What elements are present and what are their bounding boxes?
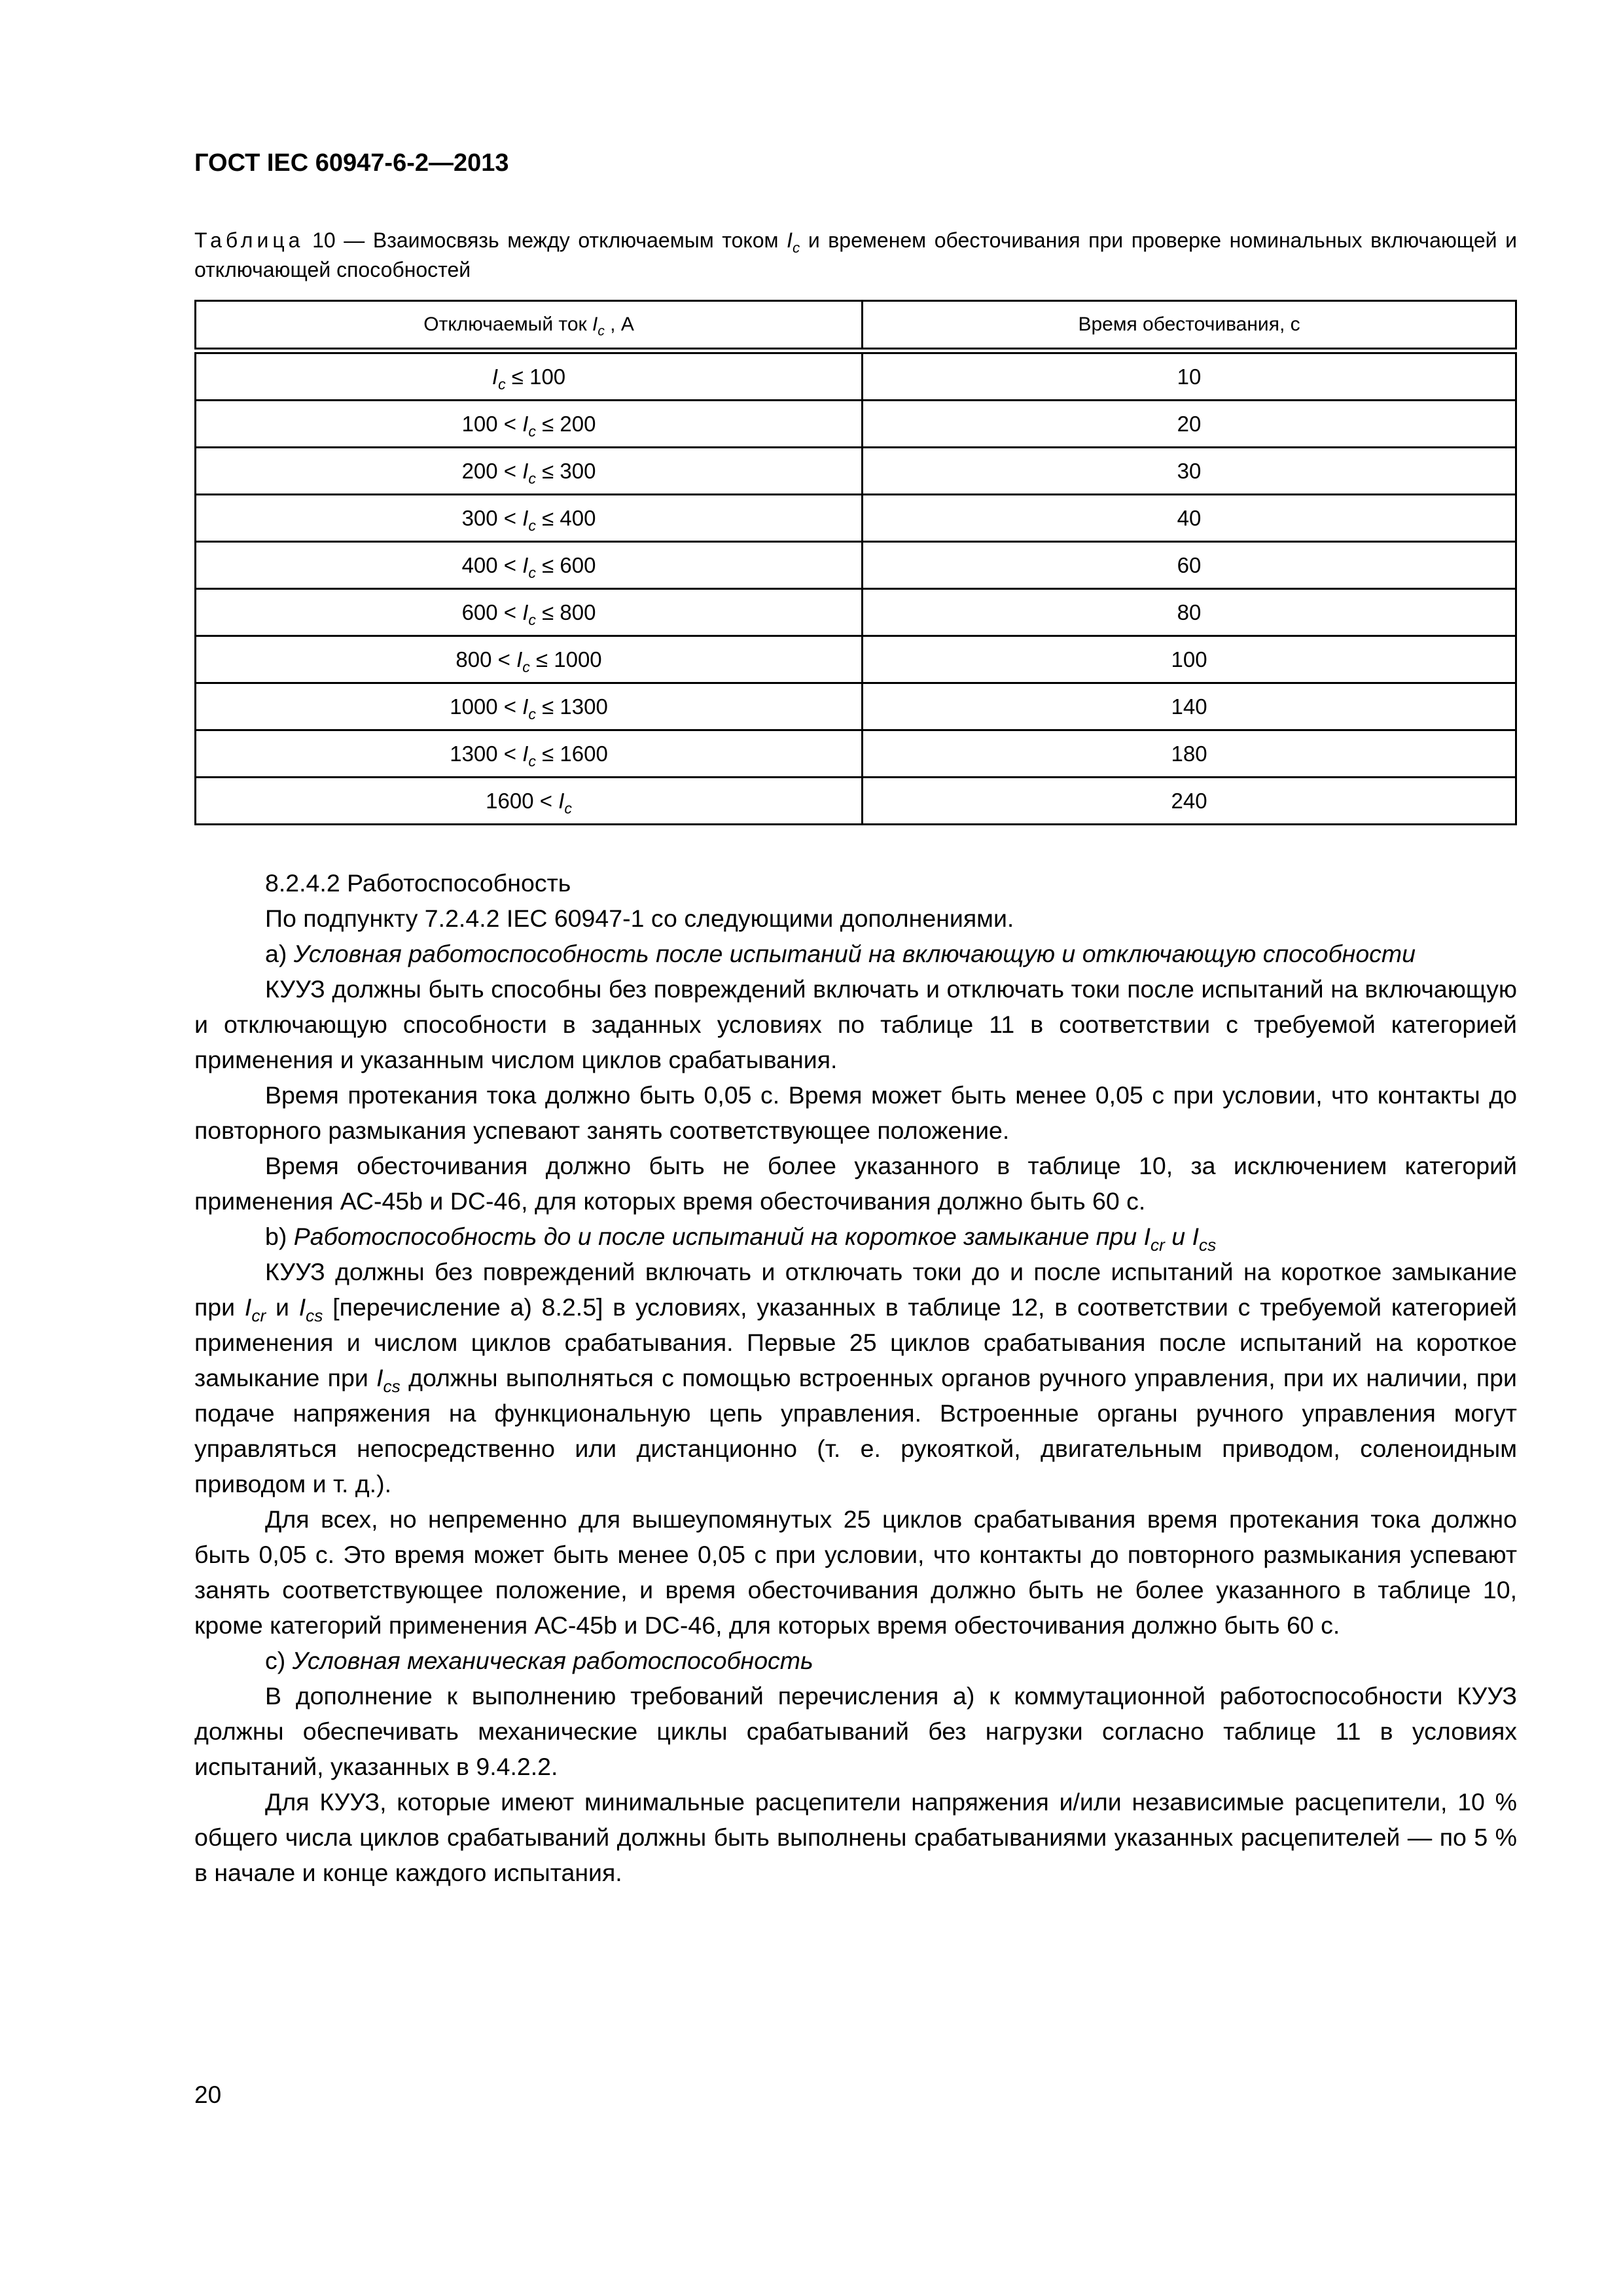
var-sub: c (498, 375, 506, 393)
paragraph (194, 1784, 1517, 1890)
paragraph (194, 1148, 1517, 1219)
italic-text: I (787, 228, 793, 252)
var: I (522, 694, 529, 719)
cell-time: 60 (863, 542, 1516, 589)
var: I (558, 788, 565, 813)
range-upper: ≤ 300 (535, 458, 596, 483)
paragraph (194, 936, 1517, 971)
table-row (196, 448, 1516, 495)
range-upper: ≤ 800 (535, 600, 596, 624)
var-sub: c (528, 422, 536, 440)
italic-text: I (298, 1293, 306, 1321)
table-row (196, 589, 1516, 636)
subscript-wrap (793, 240, 800, 256)
column-header-current (196, 301, 863, 351)
table-row (196, 495, 1516, 542)
cell-current-range (196, 495, 863, 542)
range-lower: 300 < (461, 505, 523, 530)
text-segment: а) (265, 940, 294, 967)
var-sub: c (528, 611, 536, 628)
table-row (196, 683, 1516, 730)
table-row (196, 542, 1516, 589)
table-current-vs-deenergizing-time (194, 300, 1517, 825)
cell-current-range (196, 542, 863, 589)
text-segment: 10 — Взаимосвязь между отключаемым током (304, 228, 787, 252)
cell-time: 10 (863, 351, 1516, 401)
var: I (522, 741, 529, 766)
paragraph (194, 1501, 1517, 1643)
text-segment: b) (265, 1223, 294, 1250)
range-lower: 800 < (455, 647, 517, 672)
header-sub: c (597, 323, 605, 339)
subscript: cr (1150, 1235, 1165, 1255)
table-row (196, 401, 1516, 448)
table-caption-label: Таблица (194, 228, 304, 252)
var-sub: c (528, 564, 536, 581)
var-sub: c (564, 799, 572, 817)
cell-current-range (196, 683, 863, 730)
table-body (196, 351, 1516, 825)
cell-current-range (196, 589, 863, 636)
subscript-wrap (251, 1306, 266, 1325)
text-segment: Время обесточивания должно быть не более указанного в таблице 10, за исключением категорий применения АС-45b и DC-46, для которых время обесточивания должно быть 60 с. (194, 1152, 1517, 1215)
range-lower: 600 < (461, 600, 523, 624)
range-upper: ≤ 1300 (535, 694, 608, 719)
cell-current-range (196, 730, 863, 778)
var-sub: c (528, 516, 536, 534)
subscript: c (793, 239, 800, 256)
var-sub: c (528, 469, 536, 487)
paragraph (194, 901, 1517, 936)
body-text (194, 865, 1517, 1890)
range-upper: ≤ 400 (535, 505, 596, 530)
table-header-row (196, 301, 1516, 351)
range-lower: 1300 < (450, 741, 523, 766)
var: I (516, 647, 523, 672)
table-row (196, 778, 1516, 825)
cell-current-range (196, 778, 863, 825)
text-segment: [перечисление а) 8.2.5] в условиях, указанных в таблице 12, в соответствии с требуемой категорией применения и числом циклов срабатывания. Первые 25 циклов срабатывания после испытаний на короткое замыкание при (194, 1293, 1517, 1391)
var: I (491, 364, 499, 389)
cell-time: 100 (863, 636, 1516, 683)
paragraph (194, 1643, 1517, 1678)
subscript-wrap (383, 1376, 401, 1396)
paragraph (194, 1077, 1517, 1148)
italic-text: I (1192, 1223, 1199, 1250)
cell-current-range (196, 448, 863, 495)
header-text: Отключаемый ток (423, 314, 592, 335)
header-unit: , А (604, 314, 634, 335)
text-segment: Время протекания тока должно быть 0,05 с. Время может быть менее 0,05 с при условии, что контакты до повторного размыкания успевают занять соответствующее положение. (194, 1081, 1517, 1144)
range-lower: 100 < (461, 411, 523, 436)
document-title: ГОСТ IEC 60947-6-2—2013 (194, 149, 509, 177)
header-var: I (592, 314, 598, 335)
italic-text: Условная работоспособность после испытаний на включающую и отключающую способности (293, 940, 1416, 967)
text-segment: с) (265, 1647, 293, 1674)
italic-text: I (244, 1293, 252, 1321)
range-lower: 400 < (461, 552, 523, 577)
cell-current-range (196, 401, 863, 448)
table-caption (194, 226, 1517, 285)
text-segment: и (266, 1293, 299, 1321)
italic-text: Условная механическая работоспособность (292, 1647, 813, 1674)
cell-current-range (196, 351, 863, 401)
table-row (196, 730, 1516, 778)
var: I (522, 552, 529, 577)
italic-text: и (1164, 1223, 1192, 1250)
text-segment: Для КУУЗ, которые имеют минимальные расцепители напряжения и/или независимые расцепители, 10 % общего числа циклов срабатываний должны быть выполнены срабатываниями указанных расцепителей — по 5 % в начале и конце каждого испытания. (194, 1788, 1517, 1886)
subscript-wrap (306, 1306, 323, 1325)
cell-time: 180 (863, 730, 1516, 778)
range-lower: 1000 < (450, 694, 523, 719)
subscript-wrap (1150, 1235, 1165, 1255)
range-upper: ≤ 100 (505, 364, 566, 389)
italic-text: I (376, 1364, 383, 1391)
var-sub: c (528, 752, 536, 770)
var: I (522, 505, 529, 530)
cell-time: 140 (863, 683, 1516, 730)
italic-text: I (1143, 1223, 1150, 1250)
cell-time: 40 (863, 495, 1516, 542)
subscript: cs (306, 1306, 323, 1326)
column-header-time: Время обесточивания, с (863, 301, 1516, 351)
text-segment: КУУЗ должны без повреждений включать и отключать токи до и после испытаний на короткое замыкание при (194, 1258, 1517, 1321)
cell-current-range (196, 636, 863, 683)
text-segment: По подпункту 7.2.4.2 IEC 60947-1 со следующими дополнениями. (265, 905, 1014, 932)
text-segment: КУУЗ должны быть способны без повреждений включать и отключать токи после испытаний на включающую и отключающую способности в заданных условиях по таблице 11 в соответствии с требуемой категорией применения и указанным числом циклов срабатывания. (194, 975, 1517, 1073)
cell-time: 30 (863, 448, 1516, 495)
range-lower: 1600 < (486, 788, 559, 813)
text-segment: В дополнение к выполнению требований перечисления а) к коммутационной работоспособности КУУЗ должны обеспечивать механические циклы срабатываний без нагрузки согласно таблице 11 в условиях испытаний, указанных в 9.4.2.2. (194, 1682, 1517, 1780)
table-caption-text (194, 228, 1517, 281)
subscript: cr (251, 1306, 266, 1326)
range-upper: ≤ 200 (535, 411, 596, 436)
text-segment: Для всех, но непременно для вышеупомянутых 25 циклов срабатывания время протекания тока должно быть 0,05 с. Это время может быть менее 0,05 с при условии, что контакты до повторного размыкания успевают занять соответствующее положение, и время обесточивания должно быть не более указанного в таблице 10, кроме категорий применения АС-45b и DC-46, для которых время обесточивания должно быть 60 с. (194, 1505, 1517, 1639)
var: I (522, 458, 529, 483)
paragraph (194, 1254, 1517, 1501)
table-row (196, 636, 1516, 683)
subscript: cs (1198, 1235, 1217, 1255)
subscript: cs (383, 1376, 401, 1397)
var-sub: c (528, 705, 536, 723)
text-segment: 8.2.4.2 Работоспособность (265, 869, 571, 897)
text-segment: должны выполняться с помощью встроенных органов ручного управления, при их наличии, при подаче напряжения на функциональную цепь управления. Встроенные органы ручного управления могут управляться непосредственно или дистанционно (т. е. рукояткой, двигательным приводом, соленоидным приводом и т. д.). (194, 1364, 1517, 1498)
page-number: 20 (194, 2081, 222, 2108)
range-upper: ≤ 1000 (529, 647, 602, 672)
subscript-wrap (1199, 1235, 1216, 1255)
range-upper: ≤ 600 (535, 552, 596, 577)
cell-time: 20 (863, 401, 1516, 448)
range-upper: ≤ 1600 (535, 741, 608, 766)
paragraph (194, 971, 1517, 1077)
paragraph (194, 1219, 1517, 1254)
italic-text: Работоспособность до и после испытаний на короткое замыкание при (293, 1223, 1144, 1250)
range-lower: 200 < (461, 458, 523, 483)
var-sub: c (522, 658, 530, 675)
paragraph (194, 1678, 1517, 1784)
text-segment: и временем обесточивания при проверке номинальных включающей и отключающей способностей (194, 228, 1518, 281)
var: I (522, 600, 529, 624)
table-row (196, 351, 1516, 401)
cell-time: 240 (863, 778, 1516, 825)
cell-time: 80 (863, 589, 1516, 636)
var: I (522, 411, 529, 436)
paragraph (194, 865, 1517, 901)
